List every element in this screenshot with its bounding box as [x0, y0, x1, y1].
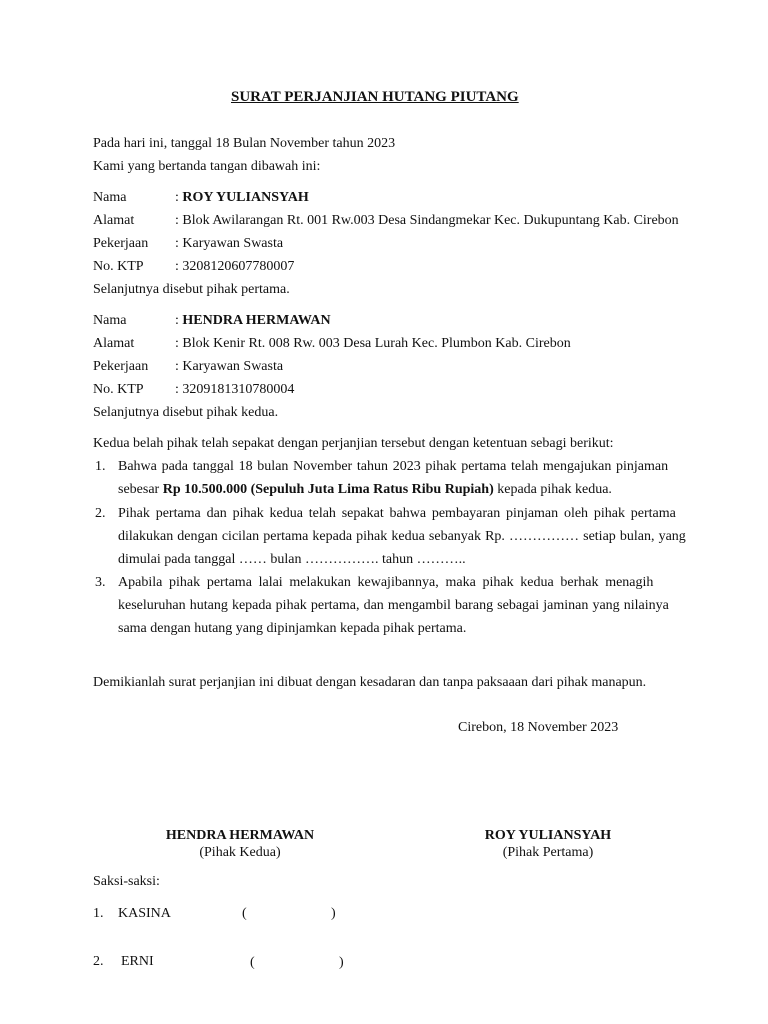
party2-alamat-row	[93, 335, 571, 353]
colon: :	[175, 259, 179, 274]
clause-text: kepada pihak kedua.	[493, 482, 612, 497]
closing-statement: Demikianlah surat perjanjian ini dibuat dengan kesadaran dan tanpa paksaaan dari pihak manapun.	[93, 675, 647, 690]
field-label: Alamat	[93, 213, 135, 228]
colon: :	[175, 190, 179, 205]
clause-line: Bahwa pada tanggal 18 bulan November tahun 2023 pihak pertama telah mengajukan pinjaman	[118, 459, 669, 474]
party2-occupation: Karyawan Swasta	[182, 359, 284, 374]
party1-name: ROY YULIANSYAH	[182, 190, 309, 205]
clause-number: 2.	[95, 506, 106, 521]
signatory-name: ROY YULIANSYAH	[484, 828, 612, 843]
party1-pekerjaan-row	[93, 235, 283, 253]
colon: :	[175, 213, 179, 228]
clause-line: keseluruhan hutang kepada pihak pertama, dan mengambil barang sebagai jaminan yang nilainya	[118, 598, 669, 613]
witness-number: 2.	[93, 954, 104, 969]
agreement-intro: Kedua belah pihak telah sepakat dengan perjanjian tersebut dengan ketentuan sebagi berikut:	[93, 436, 614, 451]
field-label: No. KTP	[93, 259, 144, 274]
witness-number: 1.	[93, 906, 104, 921]
field-label: Pekerjaan	[93, 236, 149, 251]
clause-line	[118, 481, 612, 499]
loan-amount: Rp 10.500.000 (Sepuluh Juta Lima Ratus Ribu Rupiah)	[162, 482, 494, 497]
witness-name: ERNI	[121, 954, 154, 969]
opening-date-line: Pada hari ini, tanggal 18 Bulan November tahun 2023	[93, 136, 396, 151]
witness-signature-close: )	[331, 906, 336, 921]
party2-name: HENDRA HERMAWAN	[182, 313, 331, 328]
colon: :	[175, 359, 179, 374]
party1-note: Selanjutnya disebut pihak pertama.	[93, 282, 290, 297]
signatory-name: HENDRA HERMAWAN	[165, 828, 315, 843]
party2-address: Blok Kenir Rt. 008 Rw. 003 Desa Lurah Kec. Plumbon Kab. Cirebon	[182, 336, 571, 351]
field-label: Nama	[93, 313, 127, 328]
party2-note: Selanjutnya disebut pihak kedua.	[93, 405, 279, 420]
clause-number: 1.	[95, 459, 106, 474]
field-label: Pekerjaan	[93, 359, 149, 374]
party1-nama-row	[93, 189, 309, 207]
field-label: No. KTP	[93, 382, 144, 397]
clause-line: Apabila pihak pertama lalai melakukan kewajibannya, maka pihak kedua berhak menagih	[118, 575, 654, 590]
party1-alamat-row	[93, 212, 679, 230]
party1-address: Blok Awilarangan Rt. 001 Rw.003 Desa Sindangmekar Kec. Dukupuntang Kab. Cirebon	[182, 213, 679, 228]
witness-name: KASINA	[118, 906, 171, 921]
opening-intro-line: Kami yang bertanda tangan dibawah ini:	[93, 159, 321, 174]
document-title: SURAT PERJANJIAN HUTANG PIUTANG	[231, 89, 519, 105]
field-label: Alamat	[93, 336, 135, 351]
witness-signature-open: (	[242, 906, 247, 921]
colon: :	[175, 236, 179, 251]
place-and-date: Cirebon, 18 November 2023	[458, 720, 619, 735]
party2-ktp: 3209181310780004	[182, 382, 295, 397]
party1-ktp: 3208120607780007	[182, 259, 295, 274]
clause-text: sebesar	[118, 482, 163, 497]
party2-nama-row	[93, 312, 331, 330]
signatory-role: (Pihak Kedua)	[199, 845, 281, 860]
party2-ktp-row	[93, 381, 294, 399]
signature-left	[140, 827, 340, 861]
clause-line: dimulai pada tanggal …… bulan ……………. tahun ………..	[118, 552, 466, 567]
colon: :	[175, 382, 179, 397]
field-label: Nama	[93, 190, 127, 205]
signatory-role: (Pihak Pertama)	[502, 845, 594, 860]
clause-line: dilakukan dengan cicilan pertama kepada pihak kedua sebanyak Rp. …………… setiap bulan, yang	[118, 529, 686, 544]
clause-line: Pihak pertama dan pihak kedua telah sepakat bahwa pembayaran pinjaman oleh pihak pertama	[118, 506, 676, 521]
witness-signature-open: (	[250, 955, 255, 970]
clause-line: sama dengan hutang yang dipinjamkan kepada pihak pertama.	[118, 621, 467, 636]
colon: :	[175, 336, 179, 351]
party1-ktp-row	[93, 258, 294, 276]
clause-number: 3.	[95, 575, 106, 590]
witness-signature-close: )	[339, 955, 344, 970]
signature-right	[448, 827, 648, 861]
party2-pekerjaan-row	[93, 358, 283, 376]
colon: :	[175, 313, 179, 328]
witnesses-title: Saksi-saksi:	[93, 874, 160, 889]
party1-occupation: Karyawan Swasta	[182, 236, 284, 251]
